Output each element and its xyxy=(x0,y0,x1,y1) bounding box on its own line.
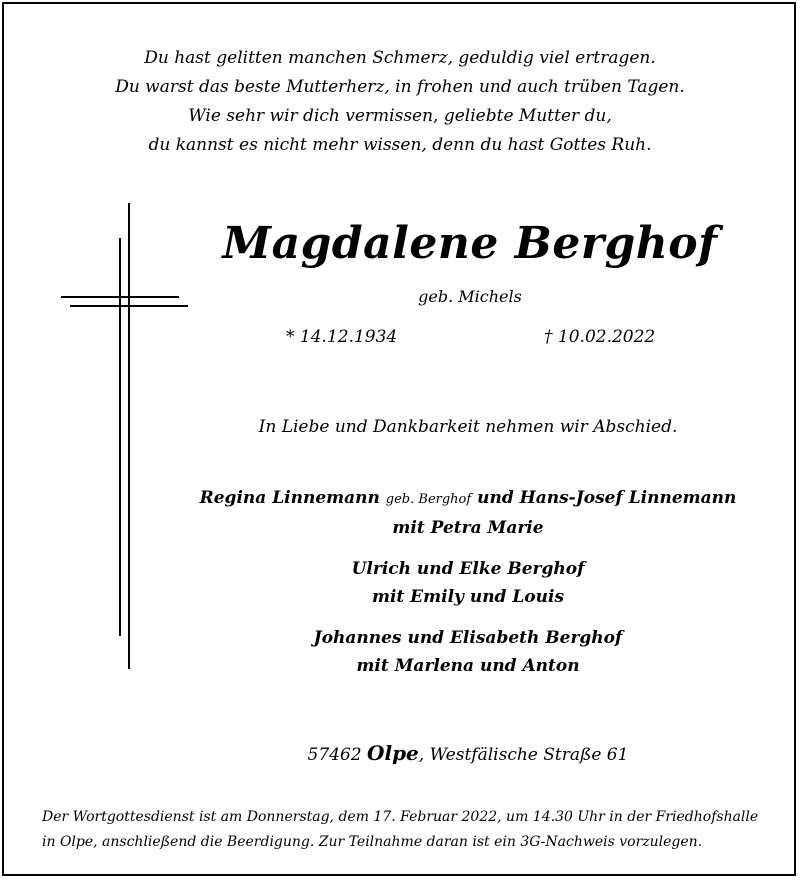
mourner-name: Regina Linnemann xyxy=(199,488,380,508)
cross-vertical-short xyxy=(119,238,121,636)
death-date: † 10.02.2022 xyxy=(544,327,656,347)
deceased-name: Magdalene Berghof xyxy=(222,218,718,269)
cross-horizontal-lower xyxy=(70,305,188,307)
mourner-children: mit Petra Marie xyxy=(392,518,544,538)
notice-line: Der Wortgottesdienst ist am Donnerstag, dem 17. Februar 2022, um 14.30 Uhr in der Friedhofshalle xyxy=(42,809,759,825)
address xyxy=(168,741,768,765)
poem-line: Du warst das beste Mutterherz, in frohen und auch trüben Tagen. xyxy=(115,77,685,97)
mourner-children: mit Emily und Louis xyxy=(371,587,565,607)
mourner-name: und Hans-Josef Linnemann xyxy=(477,488,737,508)
address-street: , Westfälische Straße 61 xyxy=(418,745,629,765)
mourner-names xyxy=(168,484,768,514)
poem-line: Du hast gelitten manchen Schmerz, geduldig viel ertragen. xyxy=(144,48,656,68)
mourner-names: Ulrich und Elke Berghof xyxy=(351,559,585,579)
cross-vertical-long xyxy=(128,203,130,669)
poem-line: Wie sehr wir dich vermissen, geliebte Mutter du, xyxy=(188,106,612,126)
mourner-family xyxy=(168,624,768,680)
mourner-family xyxy=(168,484,768,542)
farewell-text: In Liebe und Dankbarkeit nehmen wir Abschied. xyxy=(258,417,678,437)
maiden-name: geb. Michels xyxy=(418,287,522,306)
poem xyxy=(0,44,800,160)
funeral-notice xyxy=(42,805,762,855)
mourner-maiden-name: geb. Berghof xyxy=(385,492,472,507)
mourner-family xyxy=(168,555,768,611)
mourner-names: Johannes und Elisabeth Berghof xyxy=(313,628,623,648)
cross-horizontal-upper xyxy=(61,296,179,298)
mourner-children: mit Marlena und Anton xyxy=(356,656,580,676)
poem-line: du kannst es nicht mehr wissen, denn du hast Gottes Ruh. xyxy=(148,135,652,155)
birth-date: * 14.12.1934 xyxy=(286,327,398,347)
address-city: Olpe xyxy=(367,741,419,765)
address-postcode: 57462 xyxy=(307,745,362,765)
notice-line: in Olpe, anschließend die Beerdigung. Zur Teilnahme daran ist ein 3G-Nachweis vorzulegen. xyxy=(42,834,703,850)
